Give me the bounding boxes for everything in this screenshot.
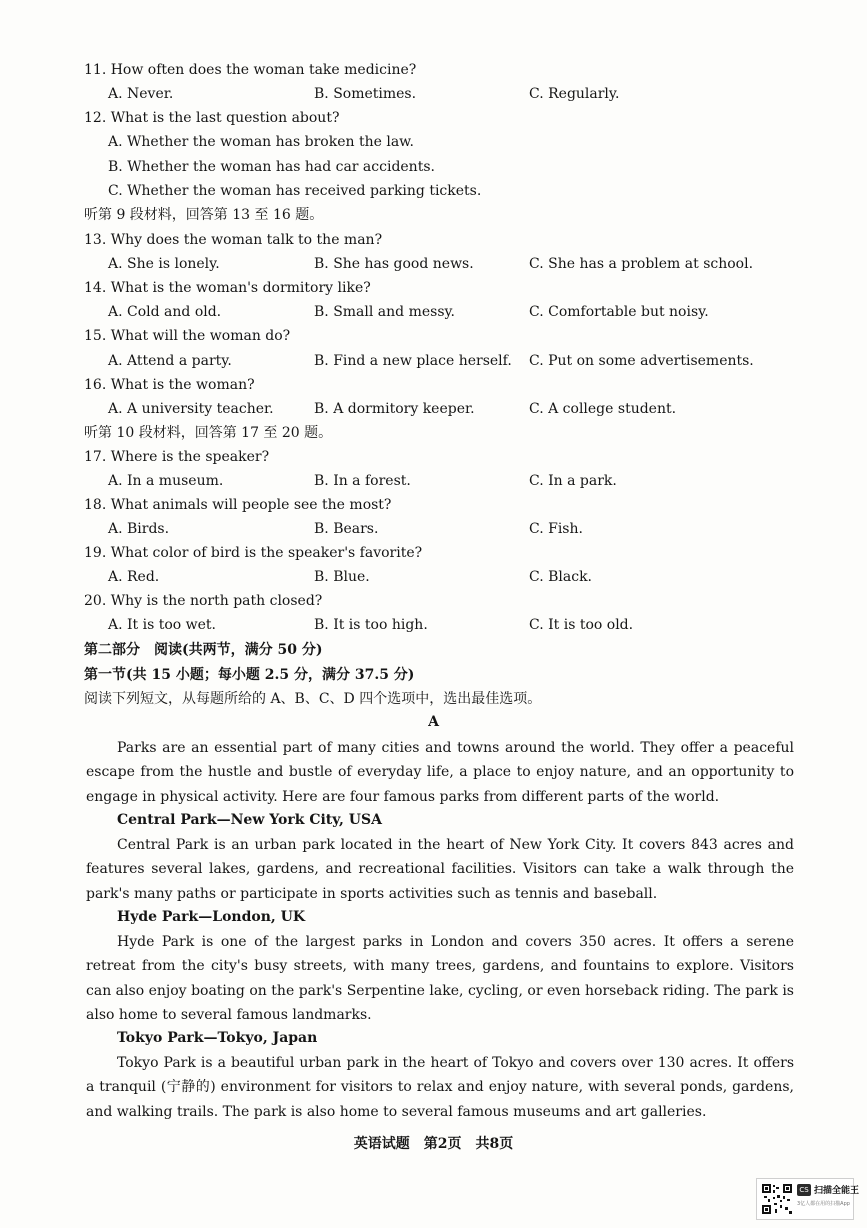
question-19-stem: 19. What color of bird is the speaker's favorite? [84, 545, 423, 561]
question-14-option-a: A. Cold and old. [108, 304, 222, 320]
question-14-option-b: B. Small and messy. [314, 304, 456, 320]
question-12-option-b: B. Whether the woman has had car accidents. [108, 159, 435, 175]
question-16-option-b: B. A dormitory keeper. [314, 401, 475, 417]
hyde-park-heading: Hyde Park—London, UK [117, 909, 306, 925]
question-18-option-a: A. Birds. [108, 521, 170, 537]
question-15-option-b: B. Find a new place herself. [314, 353, 512, 369]
question-14-stem: 14. What is the woman's dormitory like? [84, 280, 371, 296]
question-13-option-a: A. She is lonely. [108, 256, 220, 272]
question-12-stem: 12. What is the last question about? [84, 110, 340, 126]
question-18-option-b: B. Bears. [314, 521, 379, 537]
page-footer: 英语试题 第2页 共8页 [353, 1136, 514, 1152]
scanner-subtitle: 3亿人都在用的扫描App [797, 1201, 850, 1207]
question-15-stem: 15. What will the woman do? [84, 328, 291, 344]
question-20-option-c: C. It is too old. [529, 617, 634, 633]
camscanner-logo-icon: CS [797, 1184, 811, 1196]
question-17-stem: 17. Where is the speaker? [84, 449, 270, 465]
question-17-option-c: C. In a park. [529, 473, 617, 489]
passage-intro: Parks are an essential part of many cities and towns around the world. They offer a peaceful escape from the hustle and bustle of everyday life, a place to enjoy nature, and an opportunity to engage in physical activity. Here are four famous parks from different parts of the world. [86, 740, 794, 805]
question-17-option-b: B. In a forest. [314, 473, 411, 489]
tokyo-park-heading: Tokyo Park—Tokyo, Japan [117, 1030, 318, 1046]
question-12-option-c: C. Whether the woman has received parking tickets. [108, 183, 482, 199]
question-11-option-a: A. Never. [108, 86, 174, 102]
question-16-option-c: C. A college student. [529, 401, 677, 417]
central-park-text: Central Park is an urban park located in the heart of New York City. It covers 843 acres and features several lakes, gardens, and recreational facilities. Visitors can take a walk through the park's many paths or participate in sports activities such as tennis and baseball. [86, 837, 794, 902]
section-1-title: 第一节(共 15 小题；每小题 2.5 分，满分 37.5 分) [84, 667, 415, 683]
part-2-title: 第二部分 阅读(共两节，满分 50 分) [84, 642, 323, 658]
question-13-option-c: C. She has a problem at school. [529, 256, 754, 272]
question-15-option-c: C. Put on some advertisements. [529, 353, 754, 369]
question-13-option-b: B. She has good news. [314, 256, 474, 272]
central-park-heading: Central Park—New York City, USA [117, 812, 382, 828]
tokyo-park-text: Tokyo Park is a beautiful urban park in the heart of Tokyo and covers over 130 acres. It offers a tranquil (宁静的) environment for visitors to relax and enjoy nature, with several ponds, gardens, and walking trails. The park is also home to several famous museums and art galleries. [86, 1055, 794, 1120]
reading-directions: 阅读下列短文，从每题所给的 A、B、C、D 四个选项中，选出最佳选项。 [84, 691, 542, 707]
question-20-option-b: B. It is too high. [314, 617, 428, 633]
question-19-option-a: A. Red. [108, 569, 160, 585]
question-18-stem: 18. What animals will people see the most? [84, 497, 392, 513]
segment-9-instruction: 听第 9 段材料，回答第 13 至 16 题。 [84, 207, 324, 223]
question-18-option-c: C. Fish. [529, 521, 583, 537]
question-11-option-c: C. Regularly. [529, 86, 620, 102]
question-15-option-a: A. Attend a party. [108, 353, 232, 369]
question-12-option-a: A. Whether the woman has broken the law. [108, 134, 414, 150]
question-13-stem: 13. Why does the woman talk to the man? [84, 232, 383, 248]
scanner-watermark [756, 1178, 860, 1220]
hyde-park-text: Hyde Park is one of the largest parks in London and covers 350 acres. It offers a serene retreat from the city's busy streets, with many trees, gardens, and fountains to explore. Visitors can also enjoy boating on the park's Serpentine lake, cycling, or even horseback riding. The park is also home to several famous landmarks. [86, 934, 794, 1023]
question-17-option-a: A. In a museum. [108, 473, 224, 489]
question-11-stem: 11. How often does the woman take medicine? [84, 62, 417, 78]
question-11-option-b: B. Sometimes. [314, 86, 417, 102]
question-20-stem: 20. Why is the north path closed? [84, 593, 323, 609]
question-19-option-b: B. Blue. [314, 569, 370, 585]
question-16-option-a: A. A university teacher. [108, 401, 274, 417]
passage-letter: A [428, 714, 439, 730]
question-16-stem: 16. What is the woman? [84, 377, 255, 393]
question-14-option-c: C. Comfortable but noisy. [529, 304, 709, 320]
question-20-option-a: A. It is too wet. [108, 617, 217, 633]
question-19-option-c: C. Black. [529, 569, 592, 585]
scanner-title: 扫描全能王 [814, 1186, 860, 1196]
qr-code-icon [761, 1183, 793, 1215]
segment-10-instruction: 听第 10 段材料，回答第 17 至 20 题。 [84, 425, 333, 441]
